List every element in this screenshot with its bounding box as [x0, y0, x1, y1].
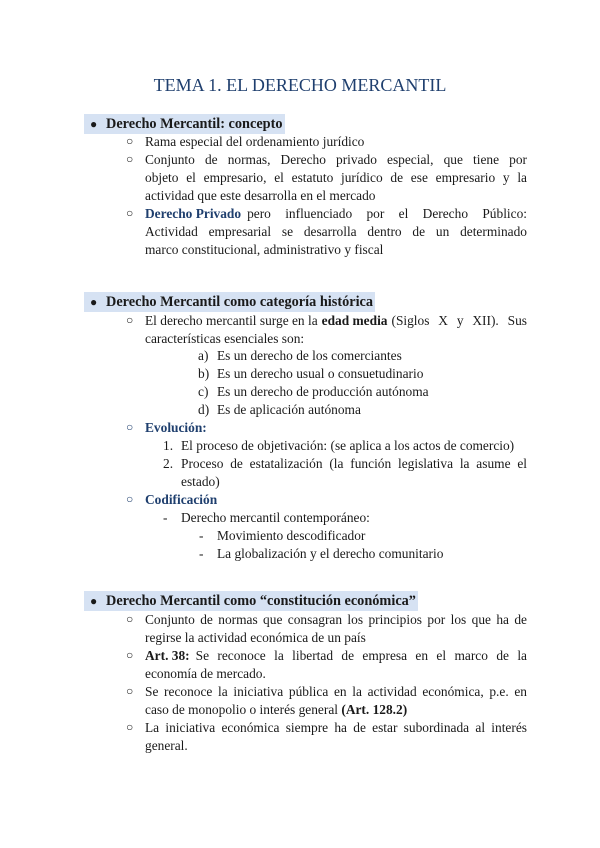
list-item: Conjunto de normas, Derecho privado especial, que tiene por — [145, 152, 527, 167]
inline-text: caso de monopolio o interés general — [145, 702, 338, 717]
section-heading-text: Derecho Mercantil como categoría histórica — [84, 292, 375, 312]
abcd-marker: a) — [198, 348, 209, 363]
section-heading-concepto — [84, 114, 285, 134]
list-item — [145, 647, 527, 665]
list-item-cont: características esenciales son: — [145, 331, 305, 346]
list-item-cont: regirse la actividad económica de un país — [145, 630, 366, 645]
number-marker: 2. — [163, 456, 174, 471]
section-heading-constitucion — [84, 591, 418, 611]
dash-marker: - — [199, 528, 204, 543]
abcd-marker: d) — [198, 402, 210, 417]
list-item: Movimiento descodificador — [217, 528, 366, 543]
inline-text: Se reconoce la libertad de empresa en el marco de la — [195, 648, 527, 663]
list-item — [145, 205, 527, 223]
list-item-cont: actividad que este desarrolla en el mercado — [145, 188, 376, 203]
circle-bullet-icon: ○ — [126, 206, 134, 220]
section-heading-text: Derecho Mercantil como “constitución económica” — [84, 591, 418, 611]
list-item — [145, 312, 527, 330]
inline-bold: (Art. 128.2) — [341, 702, 408, 717]
bullet-icon: ● — [90, 117, 98, 131]
list-item-cont: Actividad empresarial se desarrolla dentro de un determinado — [145, 224, 527, 239]
list-item: Es un derecho de producción autónoma — [217, 384, 429, 399]
list-item-cont: estado) — [181, 474, 220, 489]
list-item: Proceso de estatalización (la función legislativa la asume el — [181, 456, 527, 471]
list-item: Es de aplicación autónoma — [217, 402, 361, 417]
list-item: La globalización y el derecho comunitario — [217, 546, 444, 561]
dash-marker: - — [199, 546, 204, 561]
inline-text: pero influenciado por el Derecho Público: — [247, 206, 527, 221]
list-item-cont: economía de mercado. — [145, 666, 266, 681]
circle-bullet-icon: ○ — [126, 720, 134, 734]
abcd-marker: c) — [198, 384, 209, 399]
bullet-icon: ● — [90, 594, 98, 608]
subheading-codificacion: Codificación — [145, 492, 218, 507]
circle-bullet-icon: ○ — [126, 648, 134, 662]
list-item: Rama especial del ordenamiento jurídico — [145, 134, 365, 149]
circle-bullet-icon: ○ — [126, 492, 134, 506]
inline-bold: Art. 38: — [145, 648, 190, 663]
inline-bold: Derecho Privado — [145, 206, 242, 221]
list-item-cont: general. — [145, 738, 188, 753]
list-item: Es un derecho usual o consuetudinario — [217, 366, 424, 381]
inline-bold: edad media — [321, 313, 388, 328]
subheading-evolucion: Evolución: — [145, 420, 207, 435]
circle-bullet-icon: ○ — [126, 134, 134, 148]
section-heading-text: Derecho Mercantil: concepto — [84, 114, 285, 134]
bullet-icon: ● — [90, 295, 98, 309]
list-item: Conjunto de normas que consagran los principios por los que ha de — [145, 612, 527, 627]
inline-text: (Siglos X y XII). Sus — [391, 313, 527, 328]
list-item-cont — [145, 701, 407, 719]
circle-bullet-icon: ○ — [126, 313, 134, 327]
list-item: Es un derecho de los comerciantes — [217, 348, 402, 363]
circle-bullet-icon: ○ — [126, 612, 134, 626]
list-item: El proceso de objetivación: (se aplica a los actos de comercio) — [181, 438, 515, 453]
page-title: TEMA 1. EL DERECHO MERCANTIL — [153, 75, 447, 95]
list-item-cont: objeto el empresario, el estatuto jurídico de ese empresario y la — [145, 170, 527, 185]
abcd-marker: b) — [198, 366, 210, 381]
number-marker: 1. — [163, 438, 174, 453]
list-item: La iniciativa económica siempre ha de estar subordinada al interés — [145, 720, 527, 735]
list-item-cont: marco constitucional, administrativo y fiscal — [145, 242, 384, 257]
circle-bullet-icon: ○ — [126, 684, 134, 698]
inline-text: El derecho mercantil surge en la — [145, 313, 318, 328]
circle-bullet-icon: ○ — [126, 420, 134, 434]
list-item: Se reconoce la iniciativa pública en la actividad económica, p.e. en — [145, 684, 527, 699]
dash-marker: - — [163, 510, 168, 525]
section-heading-historica — [84, 292, 375, 312]
circle-bullet-icon: ○ — [126, 152, 134, 166]
list-item: Derecho mercantil contemporáneo: — [181, 510, 370, 525]
